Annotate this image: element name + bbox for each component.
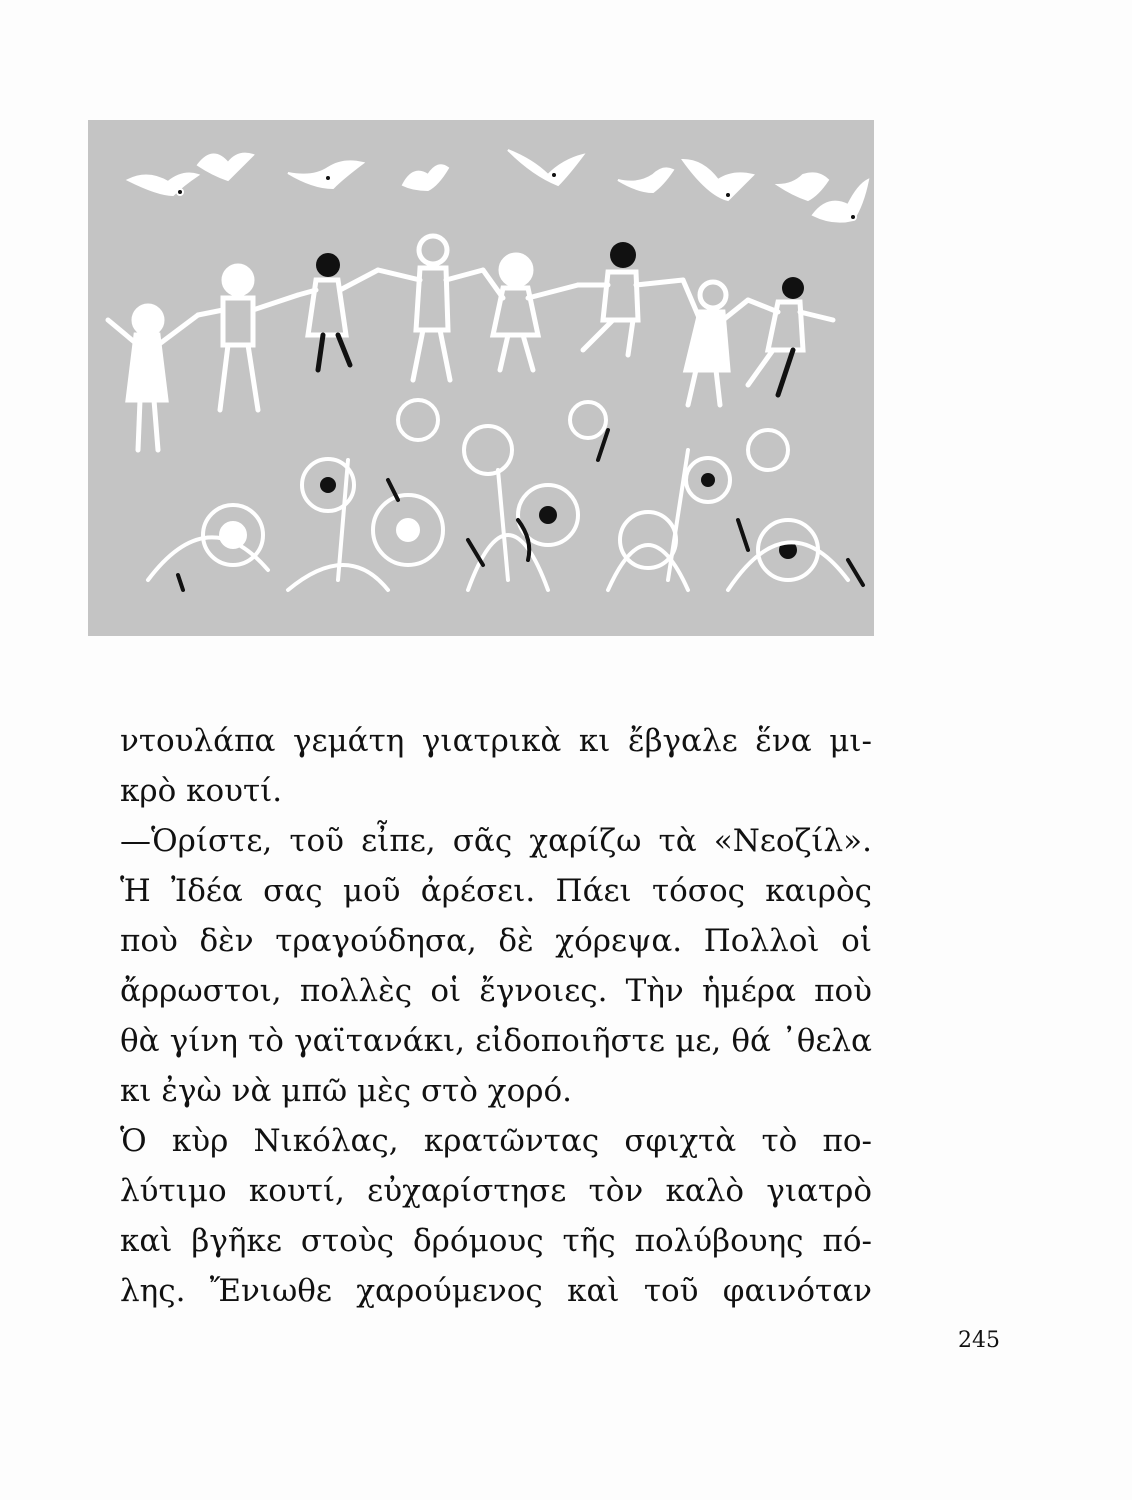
body-text — [120, 716, 872, 1316]
text-line: κρὸ κουτί. — [120, 773, 283, 809]
page-number: 245 — [958, 1328, 1000, 1353]
text-line: ντουλάπα γεμάτη γιατρικὰ κι ἔβγαλε ἕνα μι- — [120, 723, 872, 759]
text-line: ποὺ δὲν τραγούδησα, δὲ χόρεψα. Πολλοὶ οἱ — [120, 923, 872, 959]
text-line: κι ἐγὼ νὰ μπῶ μὲς στὸ χορό. — [120, 1073, 572, 1109]
illustration — [88, 120, 874, 636]
text-line: —Ὁρίστε, τοῦ εἶπε, σᾶς χαρίζω τὰ «Νεοζίλ». — [120, 823, 872, 859]
text-line: ἄρρωστοι, πολλὲς οἱ ἔγνοιες. Τὴν ἡμέρα ποὺ — [120, 973, 872, 1009]
text-line: λης. Ἔνιωθε χαρούμενος καὶ τοῦ φαινόταν — [120, 1273, 872, 1309]
dancing-children-illustration — [88, 120, 874, 636]
text-line: λύτιμο κουτί, εὐχαρίστησε τὸν καλὸ γιατρὸ — [120, 1173, 872, 1209]
text-line: Ὁ κὺρ Νικόλας, κρατῶντας σφιχτὰ τὸ πο- — [120, 1123, 872, 1159]
text-line: θὰ γίνη τὸ γαϊτανάκι, εἰδοποιῆστε με, θά ᾽θελα — [120, 1023, 872, 1059]
text-line: Ἡ Ἰδέα σας μοῦ ἀρέσει. Πάει τόσος καιρὸς — [120, 873, 872, 909]
text-line: καὶ βγῆκε στοὺς δρόμους τῆς πολύβουης πό- — [120, 1223, 872, 1259]
